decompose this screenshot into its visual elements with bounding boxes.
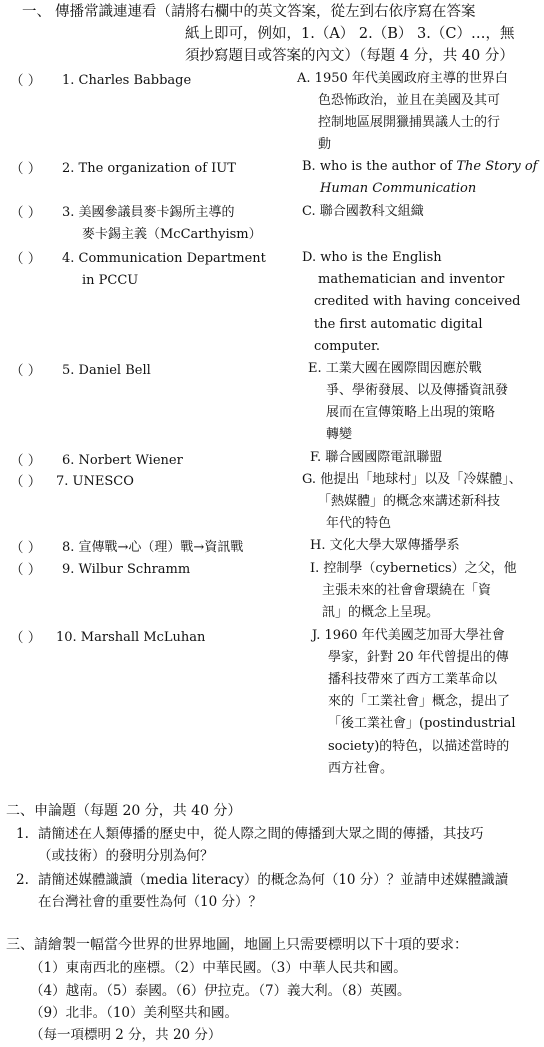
answer-D-line2: mathematician and inventor [318, 272, 505, 287]
answer-B-line2: Human Communication [320, 181, 477, 196]
answer-J-line4: 來的「工業社會」概念，提出了 [328, 694, 511, 709]
item-4-line2: in PCCU [82, 273, 139, 288]
section3-line3: （9）北非。（10）美利堅共和國。 [30, 1005, 239, 1021]
q1-line2: （或技術）的發明分別為何？ [38, 848, 214, 864]
answer-label: J. [312, 628, 321, 643]
answer-blank-9[interactable]: （ ） [10, 562, 42, 578]
answer-G: G. 他提出「地球村」以及「冷媒體」、 [302, 472, 522, 487]
answer-D-line3: credited with having conceived [314, 294, 521, 309]
answer-E-line4: 轉變 [326, 427, 353, 442]
answer-J-line5: 「後工業社會」(postindustrial [328, 716, 516, 731]
answer-A-line3: 控制地區展開獵捕異議人士的行 [318, 115, 501, 130]
item-8: 8. 宣傳戰→心（理）戰→資訊戰 [62, 540, 244, 555]
answer-D: D. who is the English [302, 250, 442, 265]
section3-line2: （4）越南。（5）泰國。（6）伊拉克。（7）義大利。（8）英國。 [30, 983, 411, 999]
item-2: 2. The organization of IUT [62, 161, 236, 176]
answer-label: F. [310, 450, 322, 465]
q1-line1: 請簡述在人類傳播的歷史中，從人際之間的傳播到大眾之間的傳播，其技巧 [38, 826, 484, 842]
answer-blank-3[interactable]: （ ） [10, 205, 42, 221]
item-4-line1: 4. Communication Department [62, 251, 266, 266]
book-title: The Story of [456, 159, 538, 174]
answer-label: A. [297, 71, 311, 86]
answer-J-line7: 西方社會。 [328, 761, 394, 776]
answer-A: A. 1950 年代美國政府主導的世界白 [297, 71, 508, 86]
item-1: 1. Charles Babbage [62, 73, 192, 88]
section1-title-line2: 紙上即可，例如，1.（A） 2.（B） 3.（C）…，無 [185, 26, 515, 42]
answer-blank-8[interactable]: （ ） [10, 540, 42, 556]
answer-E: E. 工業大國在國際間因應於戰 [308, 361, 482, 376]
section3-line1: （1）東南西北的座標。（2）中華民國。（3）中華人民共和國。 [30, 960, 407, 976]
answer-blank-5[interactable]: （ ） [10, 363, 42, 379]
item-6: 6. Norbert Wiener [62, 453, 183, 468]
answer-A-line2: 色恐怖政治，並且在美國及其可 [318, 93, 501, 108]
item-10: 10. Marshall McLuhan [56, 630, 206, 645]
answer-J-line6: society)的特色，以描述當時的 [328, 739, 510, 754]
answer-I: I. 控制學（cybernetics）之父，他 [310, 561, 517, 576]
section1-title-line3: 須抄寫題目或答案的內文）（每題 4 分，共 40 分） [185, 48, 514, 64]
answer-blank-1[interactable]: （ ） [10, 73, 42, 89]
section1-title-line1: 傳播常識連連看（請將右欄中的英文答案，從左到右依序寫在答案 [55, 4, 476, 20]
answer-G-line2: 「熱媒體」的概念來講述新科技 [318, 494, 501, 509]
answer-I-line2: 主張未來的社會會環繞在「資 [322, 583, 492, 598]
answer-H: H. 文化大學大眾傳播學系 [310, 538, 460, 553]
item-7: 7. UNESCO [56, 474, 134, 489]
q2-number: 2. [16, 872, 29, 888]
answer-J-line3: 播科技帶來了西方工業革命以 [328, 672, 498, 687]
q2-line1: 請簡述媒體識讀（media literacy）的概念為何（10 分）？並請申述媒體識讀 [38, 872, 509, 888]
answer-label: B. [302, 159, 316, 174]
answer-B: B. who is the author of The Story of [302, 159, 538, 174]
answer-D-line4: the first automatic digital [314, 317, 483, 332]
answer-I-line3: 訊」的概念上呈現。 [322, 605, 440, 620]
answer-J: J. 1960 年代美國芝加哥大學社會 [312, 628, 505, 643]
answer-blank-4[interactable]: （ ） [10, 251, 42, 267]
answer-blank-2[interactable]: （ ） [10, 161, 42, 177]
section1-number: 一、 [22, 4, 51, 20]
answer-label: I. [310, 561, 320, 576]
section3-line4: （每一項標明 2 分，共 20 分） [30, 1027, 222, 1043]
answer-J-line2: 學家，針對 20 年代曾提出的傳 [328, 650, 509, 665]
answer-F: F. 聯合國國際電訊聯盟 [310, 450, 443, 465]
section3-title: 三、請繪製一幅當今世界的世界地圖，地圖上只需要標明以下十項的要求： [6, 937, 468, 953]
q2-line2: 在台灣社會的重要性為何（10 分）？ [38, 894, 262, 910]
item-3-line2: 麥卡錫主義（McCarthyism） [82, 227, 262, 242]
answer-A-line4: 動 [318, 137, 332, 152]
item-9: 9. Wilbur Schramm [62, 562, 191, 577]
item-5: 5. Daniel Bell [62, 363, 151, 378]
answer-label: G. [302, 472, 317, 487]
answer-label: D. [302, 250, 317, 265]
answer-E-line3: 展而在宣傳策略上出現的策略 [326, 405, 496, 420]
q1-number: 1. [16, 826, 29, 842]
answer-E-line2: 爭、學術發展、以及傳播資訊發 [326, 383, 509, 398]
answer-label: C. [302, 204, 316, 219]
answer-C: C. 聯合國教科文組織 [302, 204, 424, 219]
answer-blank-6[interactable]: （ ） [10, 453, 42, 469]
answer-blank-7[interactable]: （ ） [10, 474, 42, 490]
item-3-line1: 3. 美國參議員麥卡錫所主導的 [62, 205, 235, 220]
answer-label: H. [310, 538, 326, 553]
section2-title: 二、申論題（每題 20 分，共 40 分） [6, 803, 242, 819]
answer-G-line3: 年代的特色 [326, 516, 392, 531]
answer-label: E. [308, 361, 322, 376]
answer-D-line5: computer. [314, 339, 380, 354]
answer-blank-10[interactable]: （ ） [10, 630, 42, 646]
